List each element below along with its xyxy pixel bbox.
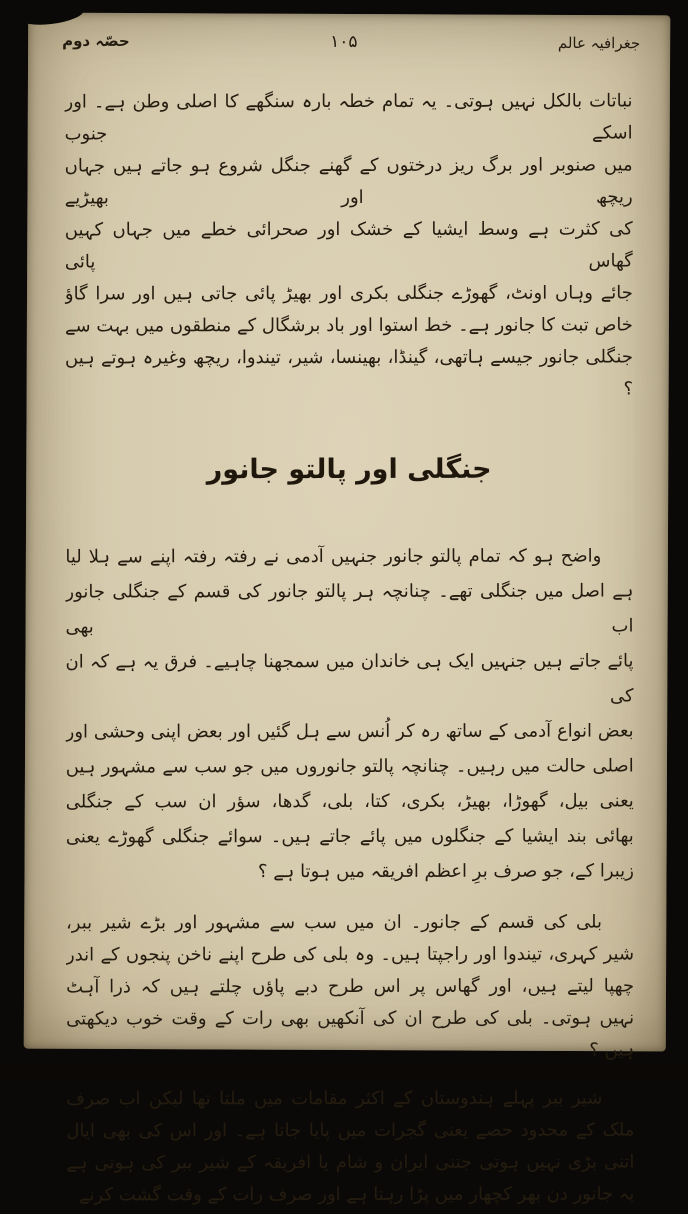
scan-artifact-bottom-bar: [0, 1066, 688, 1080]
text-line: یہ جانور دن بھر کچھار میں پڑا رہتا ہے اور صرف رات کے وقت گشت کرنے: [78, 1183, 635, 1206]
text-line: ملک کے محدود حصے یعنی گجرات میں پایا جاتا ہے۔ اور اس کی بھی ایال: [66, 1119, 635, 1142]
text-line: شیر کہری، تیندوا اور راجپتا ہیں۔ وہ بلی کی طرح اپنے ناخن پنجوں کے اندر: [66, 943, 635, 966]
paragraph-3: [66, 906, 634, 1067]
text-line: اتنی بڑی نہیں ہوتی جتنی ایران و شام یا افریقہ کے شیر ببر کی ہوتی ہے: [66, 1151, 635, 1174]
text-line: بعض انواع آدمی کے ساتھ رہ کر اُنس سے ہل گئیں اور بعض اپنی وحشی اور: [65, 720, 634, 743]
text-line: نباتات بالکل نہیں ہوتی۔ یہ تمام خطہ بارہ سنگھے کا اصلی وطن ہے۔ اور اسکے جنوب: [64, 90, 633, 145]
text-line: جنگلی جانور جیسے ہاتھی، گینڈا، بھینسا، شیر، تیندوا، ریچھ وغیرہ ہوتے ہیں ؟: [64, 346, 634, 400]
text-line: واضح ہو کہ تمام پالتو جانور جنہیں آدمی نے رفتہ رفتہ اپنے سے ہلا لیا: [65, 545, 602, 568]
page-content: [25, 85, 669, 1211]
text-line: خاص تبت کا جانور ہے۔ خط استوا اور باد برشگال کے منطقوں میں بہت سے: [64, 314, 633, 337]
text-line: یعنی بیل، گھوڑا، بھیڑ، بکری، کتا، بلی، گدھا، سؤر ان سب کے جنگلی: [65, 790, 634, 813]
text-line: ہے اصل میں جنگلی تھے۔ چنانچہ ہر پالتو جانور کی قسم کے جنگلی جانور اب بھی: [65, 580, 634, 638]
scan-artifact-top-right: [634, 0, 674, 10]
scan-artifact-top-edge: [86, 0, 160, 11]
book-page: [24, 13, 671, 1206]
text-line: کی کثرت ہے وسط ایشیا کے خشک اور صحرائی خطے میں جہاں کہیں گھاس پائی: [64, 218, 633, 273]
text-line: بلی کی قسم کے جانور۔ ان میں سب سے مشہور اور بڑے شیر ببر،: [65, 911, 602, 934]
paragraph-1: [65, 85, 634, 406]
text-line: چھپا لیتے ہیں، اور گھاس پر اس طرح دبے پاؤں چلتے ہیں کہ ذرا آہٹ: [66, 975, 635, 998]
text-line: زیبرا کے، جو صرف برِ اعظم افریقہ میں ہوتا ہے ؟: [257, 860, 634, 883]
text-line: پائے جاتے ہیں جنہیں ایک ہی خاندان میں سمجھنا چاہیے۔ فرق یہ ہے کہ ان کی: [65, 650, 634, 707]
text-line: جائے وہاں اونٹ، گھوڑے جنگلی بکری اور بھیڑ پائی جاتی ہیں اور سرا گاؤ: [64, 282, 633, 305]
text-line: بھائی بند ایشیا کے جنگلوں میں پائے جاتے ہیں۔ سوائے جنگلی گھوڑے یعنی: [65, 825, 634, 848]
text-line: اصلی حالت میں رہیں۔ چنانچہ پالتو جانوروں میں جو سب سے مشہور ہیں: [65, 755, 634, 778]
section-heading: جنگلی اور پالتو جانور: [206, 453, 492, 486]
text-line: شیر ببر پہلے ہندوستان کے اکثر مقامات میں ملتا تھا لیکن اب صرف: [66, 1087, 603, 1110]
paragraph-4: [66, 1082, 634, 1211]
page-header: [28, 13, 670, 54]
page-number: ۱۰۵: [330, 31, 358, 53]
paragraph-2: [65, 538, 634, 889]
running-title: جغرافیہ عالم: [557, 33, 641, 53]
part-label: حصّہ دوم: [62, 31, 130, 51]
text-line: میں صنوبر اور برگ ریز درختوں کے گھنے جنگل شروع ہو جاتے ہیں جہاں ریچھ اور بھیڑیے: [64, 154, 633, 209]
text-line: نہیں ہوتی۔ بلی کی طرح ان کی آنکھیں بھی رات کے وقت خوب دیکھتی ہیں ؟: [66, 1007, 635, 1061]
